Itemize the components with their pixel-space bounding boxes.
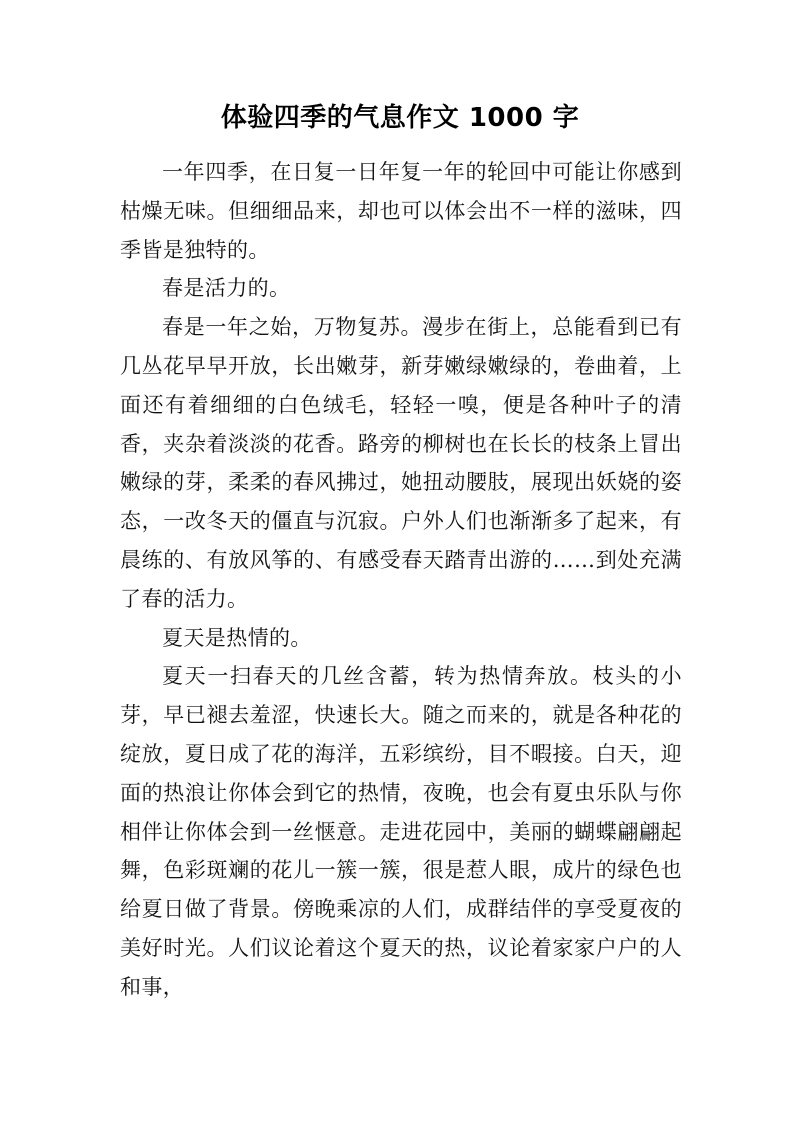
paragraph: 夏天是热情的。 [162, 625, 312, 650]
document-title: 体验四季的气息作文 1000 字 [220, 103, 580, 133]
paragraph: 一年四季，在日复一日年复一年的轮回中可能让你感到枯燥无味。但细细品来，却也可以体会出不一样的滋味，四季皆是独特的。 [120, 160, 682, 262]
paragraph: 春是活力的。 [162, 276, 291, 301]
paragraph: 春是一年之始，万物复苏。漫步在街上，总能看到已有几丛花早早开放，长出嫩芽，新芽嫩绿嫩绿的，卷曲着，上面还有着细细的白色绒毛，轻轻一嗅，便是各种叶子的清香，夹杂着淡淡的花香。路旁的柳树也在长长的枝条上冒出嫩绿的芽，柔柔的春风拂过，她扭动腰肢，展现出妖娆的姿态，一改冬天的僵直与沉寂。户外人们也渐渐多了起来，有晨练的、有放风筝的、有感受春天踏青出游的……到处充满了春的活力。 [120, 315, 682, 611]
paragraph: 夏天一扫春天的几丝含蓄，转为热情奔放。枝头的小芽，早已褪去羞涩，快速长大。随之而来的，就是各种花的绽放，夏日成了花的海洋，五彩缤纷，目不暇接。白天，迎面的热浪让你体会到它的热情，夜晚，也会有夏虫乐队与你相伴让你体会到一丝惬意。走进花园中，美丽的蝴蝶翩翩起舞，色彩斑斓的花儿一簇一簇，很是惹人眼，成片的绿色也给夏日做了背景。傍晚乘凉的人们，成群结伴的享受夏夜的美好时光。人们议论着这个夏天的热，议论着家家户户的人和事， [120, 664, 682, 999]
document-body [120, 153, 682, 1007]
